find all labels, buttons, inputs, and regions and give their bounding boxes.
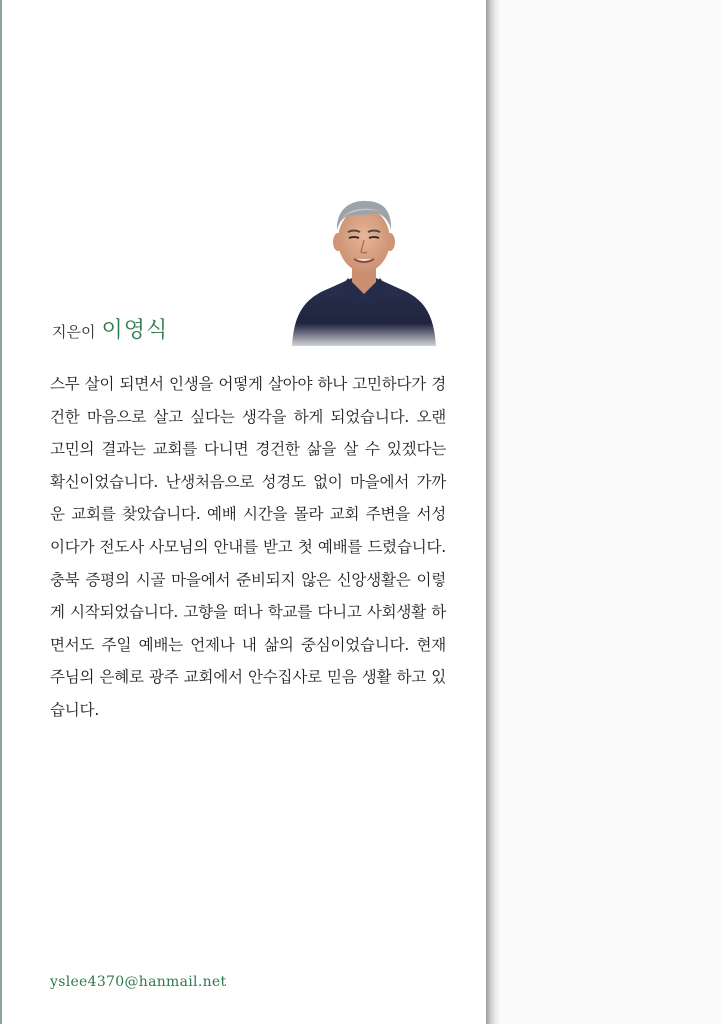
author-photo [290,196,438,346]
book-spine-shadow [486,0,500,1024]
author-label-prefix: 지은이 [52,323,96,341]
author-email: yslee4370@hanmail.net [50,974,227,990]
author-byline [52,316,168,347]
author-bio-text: 스무 살이 되면서 인생을 어떻게 살아야 하나 고민하다가 경건한 마음으로 살고 싶다는 생각을 하게 되었습니다. 오랜 고민의 결과는 교회를 다니면 경건한 삶을 살 수 있겠다는 확신이었습니다. 난생처음으로 성경도 없이 마을에서 가까운 교회를 찾았습니다. 예배 시간을 몰라 교회 주변을 서성이다가 전도사 사모님의 안내를 받고 첫 예배를 드렸습니다. 충북 증평의 시골 마을에서 준비되지 않은 신앙생활은 이렇게 시작되었습니다. 고향을 떠나 학교를 다니고 사회생활 하면서도 주일 예배는 언제나 내 삶의 중심이었습니다. 현재 주님의 은혜로 광주 교회에서 안수집사로 믿음 생활 하고 있습니다. [50,375,446,719]
facing-page [500,0,721,1024]
author-name: 이영식 [101,318,169,343]
